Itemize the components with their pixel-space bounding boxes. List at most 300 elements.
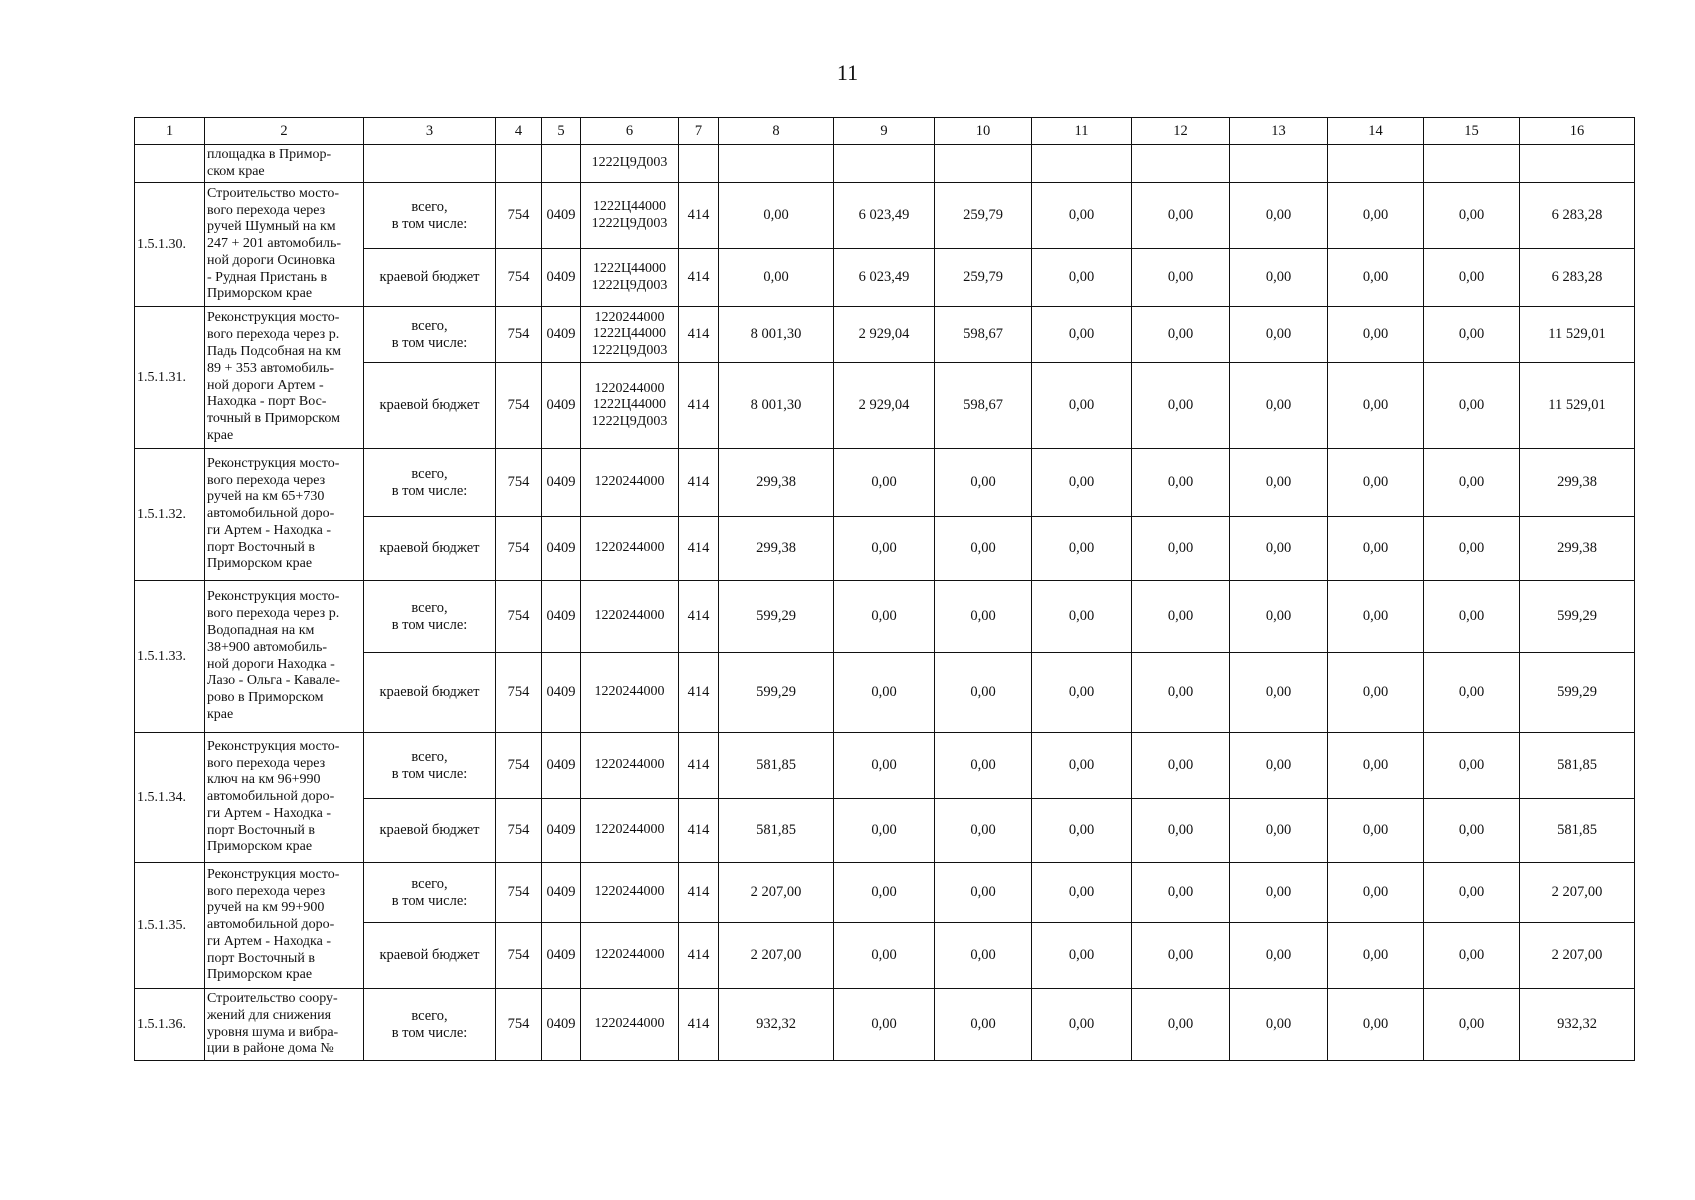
column-header: 10 xyxy=(935,118,1032,145)
section-code: 0409 xyxy=(542,733,581,799)
target-article-code-line: 1220244000 xyxy=(594,381,665,397)
amount-cell-col15: 0,00 xyxy=(1424,799,1520,863)
target-article-code-line: 1220244000 xyxy=(594,1016,665,1032)
amount-cell-col11: 0,00 xyxy=(1032,653,1132,733)
amount-cell-col11: 0,00 xyxy=(1032,581,1132,653)
column-header: 14 xyxy=(1328,118,1424,145)
amount-cell-col16: 11 529,01 xyxy=(1520,363,1635,449)
target-article-code-line: 1222Ц44000 xyxy=(592,326,667,342)
amount-cell-col9: 0,00 xyxy=(834,449,935,517)
expense-type-code: 414 xyxy=(679,249,719,307)
ministry-code: 754 xyxy=(496,581,542,653)
expense-type-code: 414 xyxy=(679,923,719,989)
amount-cell-col8: 932,32 xyxy=(719,989,834,1061)
amount-cell-col13: 0,00 xyxy=(1230,923,1328,989)
amount-cell-col15: 0,00 xyxy=(1424,923,1520,989)
funding-source-line: в том числе: xyxy=(391,215,468,232)
amount-cell-col10: 0,00 xyxy=(935,449,1032,517)
item-name-line: ручей Шумный на км xyxy=(207,219,336,235)
amount-cell-col10: 0,00 xyxy=(935,923,1032,989)
amount-cell-col9: 0,00 xyxy=(834,581,935,653)
funding-source-line: всего, xyxy=(411,1007,448,1024)
amount-cell-col13: 0,00 xyxy=(1230,449,1328,517)
item-name-line: ги Артем - Находка - xyxy=(207,933,331,949)
header-row xyxy=(135,118,1635,145)
item-name xyxy=(205,581,364,733)
item-name-line: ги Артем - Находка - xyxy=(207,805,331,821)
amount-cell-col16: 2 207,00 xyxy=(1520,923,1635,989)
amount-cell-col15: 0,00 xyxy=(1424,653,1520,733)
funding-source xyxy=(364,145,496,183)
item-name-line: Падь Подсобная на км xyxy=(207,343,342,359)
item-number: 1.5.1.34. xyxy=(135,733,205,863)
target-article-code xyxy=(581,863,679,923)
amount-cell-col9: 6 023,49 xyxy=(834,249,935,307)
amount-cell-col11: 0,00 xyxy=(1032,799,1132,863)
item-name-line: жений для снижения xyxy=(207,1007,332,1023)
amount-cell-col15: 0,00 xyxy=(1424,307,1520,363)
item-name-line: Строительство соору- xyxy=(207,990,338,1006)
target-article-code xyxy=(581,733,679,799)
amount-cell-col11: 0,00 xyxy=(1032,249,1132,307)
amount-cell-col14: 0,00 xyxy=(1328,449,1424,517)
amount-cell-col16: 581,85 xyxy=(1520,733,1635,799)
ministry-code: 754 xyxy=(496,989,542,1061)
expense-type-code: 414 xyxy=(679,733,719,799)
target-article-code-line: 1222Ц44000 xyxy=(592,199,667,215)
amount-cell-col12: 0,00 xyxy=(1132,449,1230,517)
amount-cell-col11: 0,00 xyxy=(1032,517,1132,581)
section-code xyxy=(542,145,581,183)
funding-source-line: в том числе: xyxy=(391,616,468,633)
target-article-code xyxy=(581,517,679,581)
item-name-line: ском крае xyxy=(207,163,265,179)
amount-cell-col9: 0,00 xyxy=(834,517,935,581)
amount-cell-col12: 0,00 xyxy=(1132,799,1230,863)
amount-cell-col10: 0,00 xyxy=(935,581,1032,653)
target-article-code-line: 1222Ц9Д003 xyxy=(591,413,668,429)
funding-source-line: краевой бюджет xyxy=(379,269,480,286)
expense-type-code: 414 xyxy=(679,307,719,363)
amount-cell-col16: 932,32 xyxy=(1520,989,1635,1061)
amount-cell-col13: 0,00 xyxy=(1230,733,1328,799)
amount-cell-col10: 598,67 xyxy=(935,307,1032,363)
funding-source xyxy=(364,799,496,863)
item-name-line: вого перехода через р. xyxy=(207,327,340,343)
amount-cell-col12: 0,00 xyxy=(1132,863,1230,923)
item-name xyxy=(205,733,364,863)
funding-source xyxy=(364,449,496,517)
item-name xyxy=(205,989,364,1061)
funding-source xyxy=(364,863,496,923)
target-article-code-line: 1222Ц9Д003 xyxy=(591,215,668,231)
column-header: 15 xyxy=(1424,118,1520,145)
column-header: 8 xyxy=(719,118,834,145)
item-name-line: ной дороги Артем - xyxy=(207,377,324,393)
funding-source xyxy=(364,363,496,449)
item-name-line: ции в районе дома № xyxy=(207,1041,334,1057)
amount-cell-col15: 0,00 xyxy=(1424,517,1520,581)
amount-cell-col12: 0,00 xyxy=(1132,923,1230,989)
item-name-line: вого перехода через xyxy=(207,202,326,218)
target-article-code xyxy=(581,307,679,363)
table-row xyxy=(135,183,1635,249)
amount-cell-col8: 299,38 xyxy=(719,517,834,581)
amount-cell-col12: 0,00 xyxy=(1132,653,1230,733)
amount-cell-col14: 0,00 xyxy=(1328,989,1424,1061)
amount-cell-col14: 0,00 xyxy=(1328,653,1424,733)
funding-source-line: краевой бюджет xyxy=(379,822,480,839)
table-row xyxy=(135,863,1635,923)
column-header: 3 xyxy=(364,118,496,145)
item-number xyxy=(135,145,205,183)
funding-source-line: всего, xyxy=(411,198,448,215)
item-name-line: ной дороги Находка - xyxy=(207,656,335,672)
amount-cell-col8: 8 001,30 xyxy=(719,307,834,363)
section-code: 0409 xyxy=(542,989,581,1061)
item-name xyxy=(205,145,364,183)
amount-cell-col16: 581,85 xyxy=(1520,799,1635,863)
column-header: 11 xyxy=(1032,118,1132,145)
page-number: 11 xyxy=(836,60,859,85)
item-name-line: 247 + 201 автомобиль- xyxy=(207,236,342,252)
amount-cell-col13: 0,00 xyxy=(1230,307,1328,363)
item-name-line: вого перехода через р. xyxy=(207,606,340,622)
column-header: 1 xyxy=(135,118,205,145)
column-header: 16 xyxy=(1520,118,1635,145)
amount-cell-col9: 2 929,04 xyxy=(834,307,935,363)
item-number: 1.5.1.32. xyxy=(135,449,205,581)
funding-source-line: в том числе: xyxy=(391,1024,468,1041)
target-article-code-line: 1222Ц9Д003 xyxy=(591,342,668,358)
item-name-line: Реконструкция мосто- xyxy=(207,589,340,605)
expense-type-code: 414 xyxy=(679,517,719,581)
target-article-code xyxy=(581,653,679,733)
amount-cell-col16: 2 207,00 xyxy=(1520,863,1635,923)
amount-cell-col11: 0,00 xyxy=(1032,863,1132,923)
amount-cell-col9: 2 929,04 xyxy=(834,363,935,449)
item-name-line: уровня шума и вибра- xyxy=(207,1024,339,1040)
amount-cell-col16: 6 283,28 xyxy=(1520,183,1635,249)
column-header: 13 xyxy=(1230,118,1328,145)
amount-cell-col9: 0,00 xyxy=(834,799,935,863)
funding-source-line: всего, xyxy=(411,748,448,765)
target-article-code-line: 1220244000 xyxy=(594,474,665,490)
amount-cell-col14: 0,00 xyxy=(1328,923,1424,989)
column-header: 5 xyxy=(542,118,581,145)
ministry-code: 754 xyxy=(496,449,542,517)
funding-source xyxy=(364,923,496,989)
amount-cell-col12: 0,00 xyxy=(1132,989,1230,1061)
item-name-line: Реконструкция мосто- xyxy=(207,310,340,326)
target-article-code xyxy=(581,249,679,307)
item-number: 1.5.1.30. xyxy=(135,183,205,307)
item-name-line: Строительство мосто- xyxy=(207,185,340,201)
amount-cell-col13: 0,00 xyxy=(1230,517,1328,581)
amount-cell-col13: 0,00 xyxy=(1230,249,1328,307)
item-name xyxy=(205,863,364,989)
item-name-line: ключ на км 96+990 xyxy=(207,772,321,788)
item-name-line: автомобильной доро- xyxy=(207,789,335,805)
item-name-line: Приморском крае xyxy=(207,967,313,983)
amount-cell-col13: 0,00 xyxy=(1230,363,1328,449)
amount-cell-col11: 0,00 xyxy=(1032,183,1132,249)
amount-cell-col10: 0,00 xyxy=(935,989,1032,1061)
amount-cell-col16: 6 283,28 xyxy=(1520,249,1635,307)
amount-cell-col8: 599,29 xyxy=(719,653,834,733)
amount-cell-col9: 0,00 xyxy=(834,923,935,989)
item-name-line: Лазо - Ольга - Кавале- xyxy=(207,673,340,689)
item-name-line: 38+900 автомобиль- xyxy=(207,639,328,655)
funding-source xyxy=(364,733,496,799)
expense-type-code: 414 xyxy=(679,581,719,653)
amount-cell-col11: 0,00 xyxy=(1032,307,1132,363)
amount-cell-col14: 0,00 xyxy=(1328,733,1424,799)
item-name-line: - Рудная Пристань в xyxy=(207,269,328,285)
column-header: 9 xyxy=(834,118,935,145)
target-article-code-line: 1220244000 xyxy=(594,757,665,773)
amount-cell-col8: 299,38 xyxy=(719,449,834,517)
funding-source-line: краевой бюджет xyxy=(379,397,480,414)
amount-cell-col14: 0,00 xyxy=(1328,863,1424,923)
ministry-code: 754 xyxy=(496,799,542,863)
section-code: 0409 xyxy=(542,923,581,989)
amount-cell-col8: 2 207,00 xyxy=(719,923,834,989)
amount-cell-col11: 0,00 xyxy=(1032,989,1132,1061)
amount-cell-col12: 0,00 xyxy=(1132,183,1230,249)
budget-table xyxy=(134,117,1635,1061)
amount-cell-col8: 8 001,30 xyxy=(719,363,834,449)
target-article-code-line: 1220244000 xyxy=(594,540,665,556)
item-number: 1.5.1.31. xyxy=(135,307,205,449)
expense-type-code: 414 xyxy=(679,449,719,517)
amount-cell-col13: 0,00 xyxy=(1230,653,1328,733)
funding-source-line: всего, xyxy=(411,875,448,892)
amount-cell-col12: 0,00 xyxy=(1132,581,1230,653)
expense-type-code xyxy=(679,145,719,183)
funding-source-line: краевой бюджет xyxy=(379,947,480,964)
amount-cell-col11: 0,00 xyxy=(1032,363,1132,449)
amount-cell-col13: 0,00 xyxy=(1230,581,1328,653)
item-name-line: Реконструкция мосто- xyxy=(207,738,340,754)
ministry-code: 754 xyxy=(496,733,542,799)
amount-cell-col13: 0,00 xyxy=(1230,989,1328,1061)
amount-cell-col14: 0,00 xyxy=(1328,183,1424,249)
target-article-code-line: 1220244000 xyxy=(594,310,665,326)
expense-type-code: 414 xyxy=(679,863,719,923)
target-article-code-line: 1220244000 xyxy=(594,684,665,700)
table-row xyxy=(135,307,1635,363)
target-article-code-line: 1220244000 xyxy=(594,947,665,963)
expense-type-code: 414 xyxy=(679,363,719,449)
item-name-line: порт Восточный в xyxy=(207,822,315,838)
amount-cell-col16: 599,29 xyxy=(1520,653,1635,733)
item-name-line: 89 + 353 автомобиль- xyxy=(207,360,335,376)
target-article-code xyxy=(581,923,679,989)
expense-type-code: 414 xyxy=(679,183,719,249)
funding-source xyxy=(364,183,496,249)
column-header: 2 xyxy=(205,118,364,145)
funding-source-line: всего, xyxy=(411,317,448,334)
ministry-code: 754 xyxy=(496,863,542,923)
target-article-code-line: 1222Ц9Д003 xyxy=(591,277,668,293)
amount-cell-col15: 0,00 xyxy=(1424,733,1520,799)
amount-cell-col9: 6 023,49 xyxy=(834,183,935,249)
item-name-line: автомобильной доро- xyxy=(207,917,335,933)
table-row xyxy=(135,989,1635,1061)
ministry-code: 754 xyxy=(496,249,542,307)
item-name-line: ручей на км 99+900 xyxy=(207,900,325,916)
amount-cell-col14: 0,00 xyxy=(1328,799,1424,863)
amount-cell-col15: 0,00 xyxy=(1424,249,1520,307)
funding-source-line: всего, xyxy=(411,465,448,482)
ministry-code: 754 xyxy=(496,923,542,989)
item-name xyxy=(205,449,364,581)
section-code: 0409 xyxy=(542,183,581,249)
item-name-line: Водопадная на км xyxy=(207,622,315,638)
amount-cell-col11: 0,00 xyxy=(1032,733,1132,799)
funding-source-line: в том числе: xyxy=(391,765,468,782)
target-article-code xyxy=(581,581,679,653)
amount-cell-col13: 0,00 xyxy=(1230,183,1328,249)
expense-type-code: 414 xyxy=(679,653,719,733)
funding-source-line: всего, xyxy=(411,599,448,616)
amount-cell-col13: 0,00 xyxy=(1230,799,1328,863)
item-name-line: крае xyxy=(207,427,234,443)
amount-cell-col9: 0,00 xyxy=(834,863,935,923)
ministry-code: 754 xyxy=(496,653,542,733)
section-code: 0409 xyxy=(542,307,581,363)
item-name-line: ной дороги Осиновка xyxy=(207,252,336,268)
ministry-code: 754 xyxy=(496,307,542,363)
amount-cell-col15: 0,00 xyxy=(1424,183,1520,249)
target-article-code-line: 1220244000 xyxy=(594,608,665,624)
funding-source xyxy=(364,581,496,653)
section-code: 0409 xyxy=(542,249,581,307)
amount-cell-col8: 2 207,00 xyxy=(719,863,834,923)
amount-cell-col10: 259,79 xyxy=(935,183,1032,249)
amount-cell-col14: 0,00 xyxy=(1328,307,1424,363)
item-name xyxy=(205,183,364,307)
item-name-line: ги Артем - Находка - xyxy=(207,522,331,538)
amount-cell-col10: 0,00 xyxy=(935,799,1032,863)
amount-cell-col10: 0,00 xyxy=(935,733,1032,799)
funding-source-line: в том числе: xyxy=(391,334,468,351)
table-row xyxy=(135,449,1635,517)
amount-cell-col16: 299,38 xyxy=(1520,449,1635,517)
amount-cell-col15: 0,00 xyxy=(1424,449,1520,517)
amount-cell-col10: 259,79 xyxy=(935,249,1032,307)
amount-cell-col12: 0,00 xyxy=(1132,517,1230,581)
amount-cell-col14: 0,00 xyxy=(1328,363,1424,449)
item-name-line: Приморском крае xyxy=(207,286,313,302)
target-article-code-line: 1220244000 xyxy=(594,822,665,838)
amount-cell-col15: 0,00 xyxy=(1424,989,1520,1061)
amount-cell-col16: 11 529,01 xyxy=(1520,307,1635,363)
amount-cell-col10: 598,67 xyxy=(935,363,1032,449)
amount-cell-col8: 0,00 xyxy=(719,183,834,249)
item-name-line: Реконструкция мосто- xyxy=(207,866,340,882)
amount-cell-col12: 0,00 xyxy=(1132,307,1230,363)
funding-source xyxy=(364,307,496,363)
amount-cell-col10: 0,00 xyxy=(935,863,1032,923)
expense-type-code: 414 xyxy=(679,799,719,863)
section-code: 0409 xyxy=(542,581,581,653)
item-number: 1.5.1.35. xyxy=(135,863,205,989)
item-name-line: вого перехода через xyxy=(207,883,326,899)
column-header: 4 xyxy=(496,118,542,145)
amount-cell-col9: 0,00 xyxy=(834,653,935,733)
item-name-line: вого перехода через xyxy=(207,755,326,771)
amount-cell-col15: 0,00 xyxy=(1424,581,1520,653)
amount-cell-col8: 581,85 xyxy=(719,733,834,799)
amount-cell-col8: 581,85 xyxy=(719,799,834,863)
amount-cell-col9: 0,00 xyxy=(834,989,935,1061)
ministry-code: 754 xyxy=(496,183,542,249)
table-row xyxy=(135,733,1635,799)
target-article-code-line: 1222Ц44000 xyxy=(592,397,667,413)
section-code: 0409 xyxy=(542,449,581,517)
section-code: 0409 xyxy=(542,653,581,733)
amount-cell-col16: 299,38 xyxy=(1520,517,1635,581)
item-name-line: крае xyxy=(207,706,234,722)
column-header: 6 xyxy=(581,118,679,145)
item-name-line: Находка - порт Вос- xyxy=(207,394,327,410)
funding-source xyxy=(364,653,496,733)
item-name-line: вого перехода через xyxy=(207,472,326,488)
item-name-line: площадка в Примор- xyxy=(207,146,332,162)
target-article-code xyxy=(581,989,679,1061)
item-name-line: точный в Приморском xyxy=(207,411,340,427)
amount-cell-col12: 0,00 xyxy=(1132,249,1230,307)
funding-source xyxy=(364,249,496,307)
column-header: 12 xyxy=(1132,118,1230,145)
amount-cell-col8: 0,00 xyxy=(719,249,834,307)
amount-cell-col10: 0,00 xyxy=(935,653,1032,733)
funding-source xyxy=(364,517,496,581)
funding-source-line: краевой бюджет xyxy=(379,684,480,701)
amount-cell-col13: 0,00 xyxy=(1230,863,1328,923)
item-number: 1.5.1.33. xyxy=(135,581,205,733)
amount-cell-col15: 0,00 xyxy=(1424,863,1520,923)
item-name-line: Приморском крае xyxy=(207,839,313,855)
funding-source-line: краевой бюджет xyxy=(379,540,480,557)
item-name-line: порт Восточный в xyxy=(207,539,315,555)
item-number: 1.5.1.36. xyxy=(135,989,205,1061)
section-code: 0409 xyxy=(542,363,581,449)
expense-type-code: 414 xyxy=(679,989,719,1061)
item-name-line: ручей на км 65+730 xyxy=(207,489,325,505)
item-name-line: Приморском крае xyxy=(207,556,313,572)
ministry-code: 754 xyxy=(496,363,542,449)
section-code: 0409 xyxy=(542,863,581,923)
column-header: 7 xyxy=(679,118,719,145)
ministry-code: 754 xyxy=(496,517,542,581)
item-name-line: рово в Приморском xyxy=(207,690,324,706)
ministry-code xyxy=(496,145,542,183)
table-row xyxy=(135,581,1635,653)
amount-cell-col14: 0,00 xyxy=(1328,249,1424,307)
funding-source-line: в том числе: xyxy=(391,482,468,499)
target-article-code-line: 1222Ц44000 xyxy=(592,261,667,277)
target-article-code-line: 1220244000 xyxy=(594,884,665,900)
funding-source-line: в том числе: xyxy=(391,892,468,909)
target-article-code: 1222Ц9Д003 xyxy=(581,145,679,183)
funding-source xyxy=(364,989,496,1061)
amount-cell-col8: 599,29 xyxy=(719,581,834,653)
amount-cell-col10: 0,00 xyxy=(935,517,1032,581)
continuation-row xyxy=(135,145,1635,183)
